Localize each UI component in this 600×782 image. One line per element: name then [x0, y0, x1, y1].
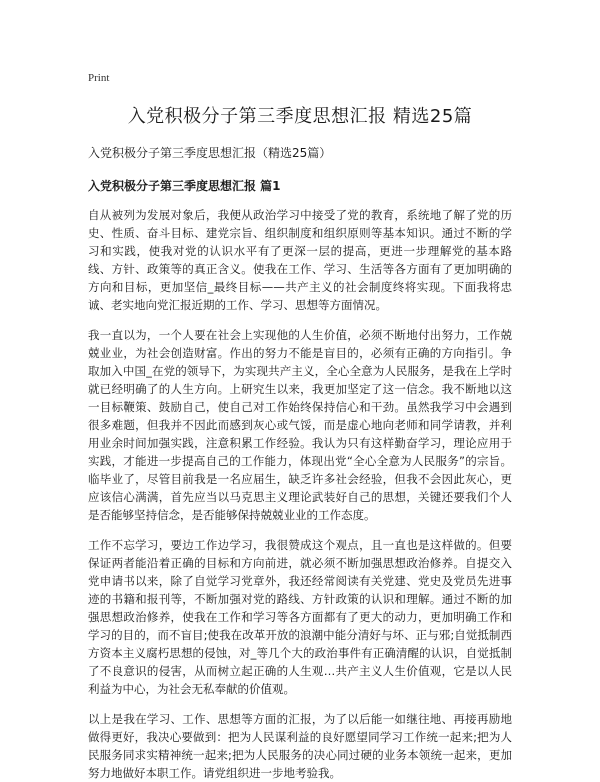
- body-paragraph: 我一直以为，一个人要在社会上实现他的人生价值，必须不断地付出努力，工作兢兢业业，为社会创造财富。作出的努力不能是盲目的，必须有正确的方向指引。争取加入中国_在党的领导下，为实现共产主义，全心全意为人民服务，是我在上学时就已经明确了的人生方向。上研究生以来，我更加坚定了这一信念。我不断地以这一目标鞭策、鼓励自己，使自己对工作始终保持信心和干劲。虽然我学习中会遇到很多难题，但我并不因此而感到灰心或气馁，而是虚心地向老师和同学请教，并利用业余时间加强实践，注意积累工作经验。我认为只有这样勤奋学习，理论应用于实践，才能进一步提高自己的工作能力，体现出党“全心全意为人民服务”的宗旨。临毕业了，尽管目前我是一名应届生，缺乏许多社会经验，但我不会因此灰心，更应该信心满满，首先应当以马克思主义理论武装好自己的思想，关键还要我们个人是否能够坚持信念，是否能够保持兢兢业业的工作态度。: [88, 328, 512, 522]
- document-title: 入党积极分子第三季度思想汇报 精选25篇: [127, 106, 473, 127]
- body-paragraph: 以上是我在学习、工作、思想等方面的汇报，为了以后能一如继往地、再接再励地做得更好，我决心要做到：把为人民谋利益的良好愿望同学习工作统一起来;把为人民服务同求实精神统一起来;把为人民服务的决心同过硬的业务本领统一起来，更加努力地做好本职工作。请党组织进一步地考验我。: [88, 712, 512, 780]
- body-paragraph: 工作不忘学习，要边工作边学习，我很赞成这个观点，且一直也是这样做的。但要保证两者能沿着正确的目标和方向前进，就必须不断加强思想政治修养。自提交入党申请书以来，除了自觉学习党章外，我还经常阅读有关党建、党史及党员先进事迹的书籍和报刊等，不断加强对党的路线、方针政策的认识和理解。通过不断的加强思想政治修养，使我在工作和学习等各方面都有了更大的动力，更加明确工作和学习的目的，而不盲目;使我在改革开放的浪潮中能分清好与坏、正与邪;自觉抵制西方资本主义腐朽思想的侵蚀，对_等几个大的政治事件有正确清醒的认识，自觉抵制了不良意识的侵害，从而树立起正确的人生观…共产主义人生价值观，它是以人民利益为中心，为社会无私奉献的价值观。: [88, 538, 512, 696]
- body-paragraph: 自从被列为发展对象后，我便从政治学习中接受了党的教育，系统地了解了党的历史、性质、奋斗目标、建党宗旨、组织制度和组织原则等基本知识。通过不断的学习和实践，使我对党的认识水平有了更深一层的提高，更进一步理解党的基本路线、方针、政策等的真正含义。使我在工作、学习、生活等各方面有了更加明确的方向和目标，更加坚信_最终目标——共产主义的社会制度终将实现。下面我将忠诚、老实地向党汇报近期的工作、学习、思想等方面情况。: [88, 208, 512, 312]
- section-heading: 入党积极分子第三季度思想汇报 篇1: [88, 179, 281, 193]
- document-subtitle: 入党积极分子第三季度思想汇报（精选25篇）: [88, 146, 332, 160]
- print-label: Print: [88, 72, 110, 84]
